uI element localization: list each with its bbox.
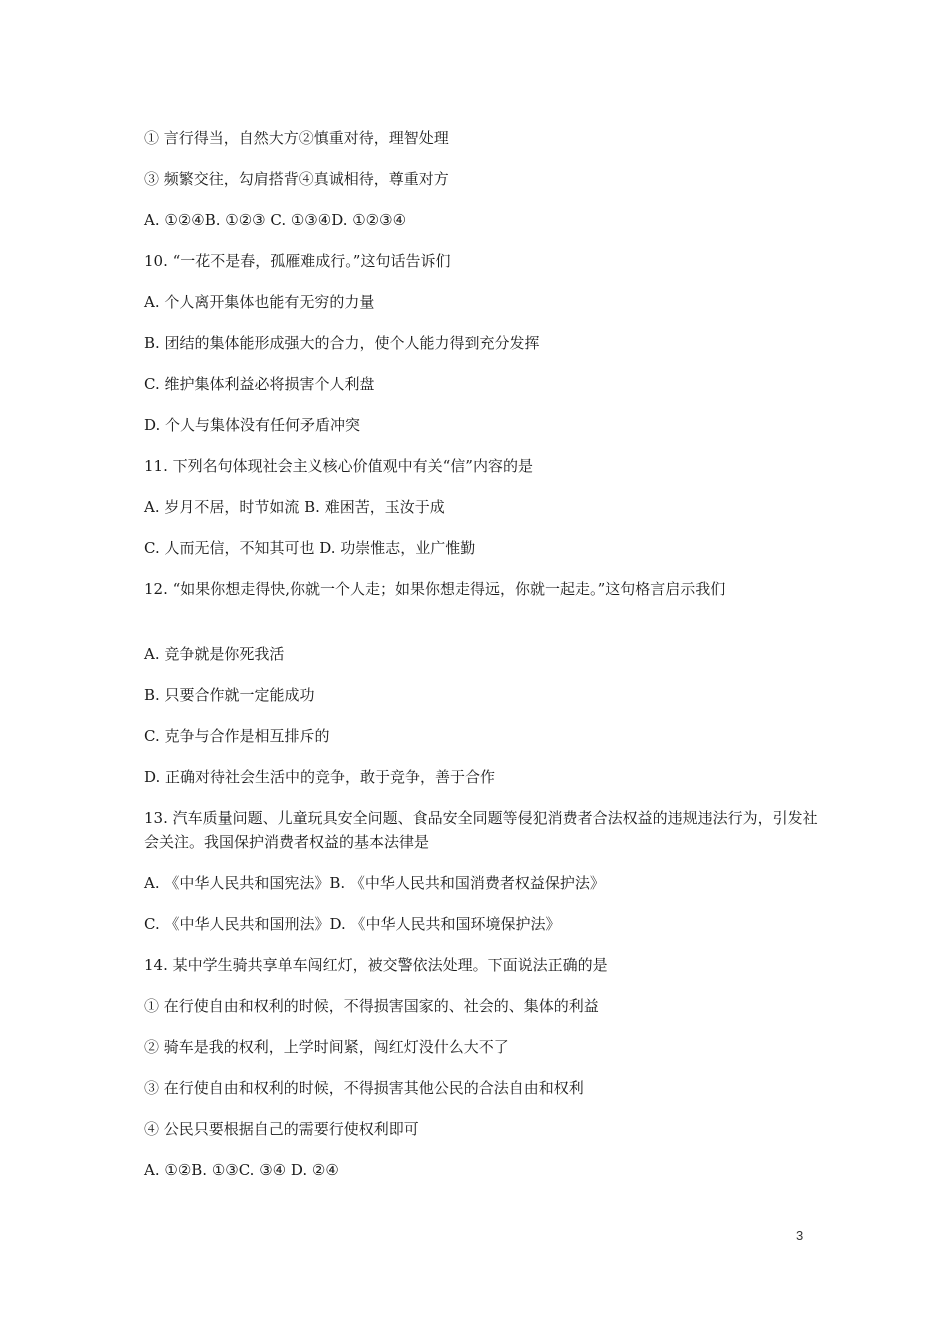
question-14: 14. 某中学生骑共享单车闯红灯，被交警依法处理。下面说法正确的是 (144, 956, 608, 974)
q10-option-c: C. 维护集体利益必将损害个人利盘 (144, 375, 375, 393)
q11-options-cd: C. 人而无信，不知其可也 D. 功崇惟志，业广惟勤 (144, 539, 476, 557)
q10-option-a: A. 个人离开集体也能有无穷的力量 (144, 293, 375, 311)
q10-option-d: D. 个人与集体没有任何矛盾冲突 (144, 416, 361, 434)
q12-option-b: B. 只要合作就一定能成功 (144, 686, 315, 704)
question-13: 13. 汽车质量问题、儿童玩具安全问题、食品安全同题等侵犯消费者合法权益的违规违法行为，引发社会关注。我国保护消费者权益的基本法律是 (144, 809, 818, 851)
option-line-1-2: ① 言行得当，自然大方②慎重对待，理智处理 (144, 129, 449, 147)
option-line-3-4: ③ 频繁交往，勾肩搭背④真诚相待，尊重对方 (144, 170, 449, 188)
q13-options-cd: C. 《中华人民共和国刑法》D. 《中华人民共和国环境保护法》 (144, 915, 561, 933)
q10-option-b: B. 团结的集体能形成强大的合力，使个人能力得到充分发挥 (144, 334, 540, 352)
q9-answers: A. ①②④B. ①②③ C. ①③④D. ①②③④ (144, 211, 407, 229)
q14-answers: A. ①②B. ①③C. ③④ D. ②④ (144, 1161, 339, 1179)
q14-statement-1: ① 在行使自由和权利的时候，不得损害国家的、社会的、集体的利益 (144, 997, 599, 1015)
q12-option-c: C. 克争与合作是相互排斥的 (144, 727, 330, 745)
q14-statement-4: ④ 公民只要根据自己的需要行使权利即可 (144, 1120, 419, 1138)
question-10: 10. “一花不是春，孤雁难成行。”这句话告诉们 (144, 252, 451, 270)
q14-statement-3: ③ 在行使自由和权利的时候，不得损害其他公民的合法自由和权利 (144, 1079, 584, 1097)
q11-options-ab: A. 岁月不居，时节如流 B. 难困苦，玉汝于成 (144, 498, 445, 516)
page-number: 3 (796, 1228, 804, 1243)
q14-statement-2: ② 骑车是我的权利，上学时间紧，闯红灯没什么大不了 (144, 1038, 509, 1056)
question-12: 12. “如果你想走得快,你就一个人走；如果你想走得远，你就一起走。”这句格言启示我们 (144, 580, 726, 598)
q12-option-a: A. 竞争就是你死我活 (144, 645, 285, 663)
q13-options-ab: A. 《中华人民共和国宪法》B. 《中华人民共和国消费者权益保护法》 (144, 874, 605, 892)
q12-option-d: D. 正确对待社会生活中的竞争，敢于竞争，善于合作 (144, 768, 496, 786)
question-11: 11. 下列名句体现社会主义核心价值观中有关“信”内容的是 (144, 457, 533, 475)
